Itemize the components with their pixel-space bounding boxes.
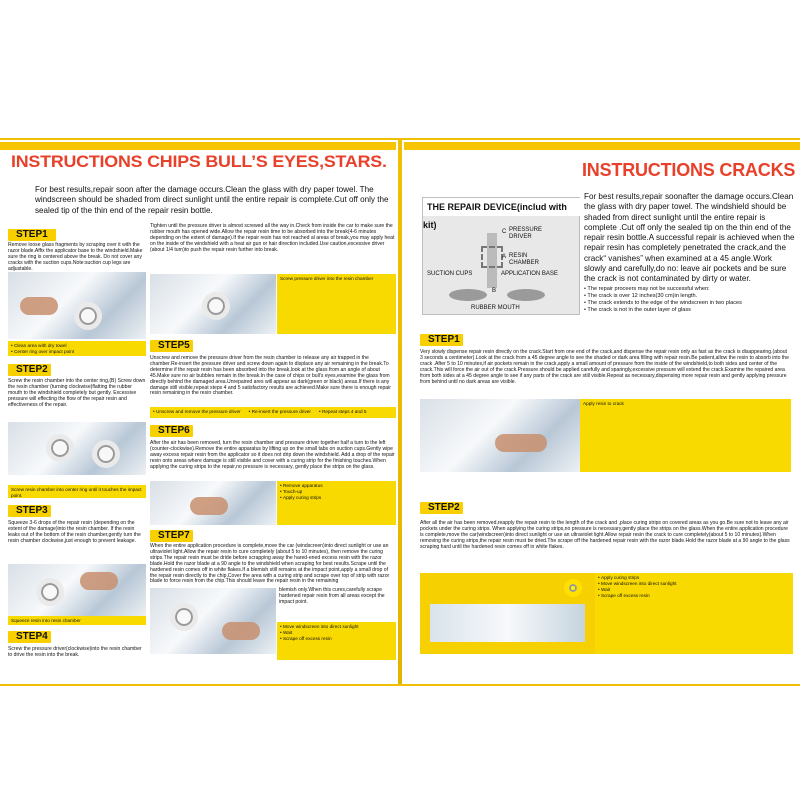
step7-label: STEP7: [150, 530, 193, 542]
step1-text: Remove loose glass fragments by scraping over it with the razor blade.Affix the applicator base to the windshield.Make sure the ring is centered above the break. Do not cover any cracks with the suction cups.Note:suction cup legs are adjustable.: [8, 242, 143, 272]
right-step2-photo: [420, 573, 595, 654]
step7-caption: • Move windscreen into direct sunlight • Wait • Scrape off excess resin: [277, 622, 396, 660]
step2-text: Screw the resin chamber into the center ring,(B) Screw down the resin chamber (turning clockwise)flatting the rubber mouth to the windshield completely but gently. Excessive pressure will effecting the flow of the repair resin and effectiveness of the repair.: [8, 378, 146, 408]
step6-text: After the air has been removed, turn the resin chamber and pressure driver together half a turn to the left (counter-clockwise).Remove the entire apparatus by lifting up on the small tabs on suction cups.Gently wipe away excess repair resin from the applicator so it does not drip down the windshield. Add a drop of the repair resin onto areas where damage is still visible and cover with a curing strip for the finishing touches.When applying the curing strips to the repair,no pressure is necessary, gently place the strips on the glass.: [150, 440, 395, 470]
step3-text: Squeeze 3-6 drops of the repair resin (depending on the extent of the damage)into the resin chamber. If the resin leaks out of the bottom of the resin chamber,gently turn the resin chamber clockwise,just enough to prevent leakage.: [8, 520, 141, 544]
right-title: INSTRUCTIONS CRACKS: [582, 160, 796, 180]
left-middle-column: [150, 223, 397, 641]
device-title: THE REPAIR DEVICE(includ with kit): [423, 198, 581, 216]
right-step2-label: STEP2: [420, 502, 463, 514]
right-step1-label: STEP1: [420, 334, 463, 346]
step5-caption: • Unscrew and remove the pressure driver • Re-insert the pressure driver • Repeat steps 4 and 5: [150, 407, 396, 418]
rubber-label: RUBBER MOUTH: [471, 305, 520, 311]
bullet-item-0: • The repair proceers may not be successful when:: [584, 286, 794, 293]
step6-photo: [150, 481, 276, 525]
driver-label: DRIVER: [509, 234, 532, 240]
center-fold: [398, 140, 402, 684]
step5-label: STEP5: [150, 340, 193, 352]
bullet-item-3: • The crack is not in the outer layer of glass: [584, 307, 794, 314]
bullet-item-1: • The crack is over 12 inches(30 cm)in length.: [584, 293, 794, 300]
repair-device-diagram: [422, 197, 580, 315]
left-lead: For best results,repair soon after the damage occurs.Clean the glass with dry paper towel. The windscreen should be shaded from direct sunlight until the entire repair is complete.Cut off only the sealed tip of the thin end of the repair resin bottle.: [35, 185, 389, 215]
resin-label: RESIN: [509, 253, 528, 259]
suction-cup-right: [507, 289, 545, 301]
step3-photo: [8, 564, 146, 617]
base-label: APPLICATION BASE: [501, 271, 558, 277]
step4-text: Screw the pressure driver(clockwise)into the resin chamber to drive the resin into the break.: [8, 646, 142, 658]
right-steps: [420, 334, 795, 654]
b-label: B: [492, 288, 497, 294]
step1-label: STEP1: [8, 229, 56, 241]
bullet-list: [584, 286, 794, 314]
step4-label: STEP4: [8, 631, 51, 643]
right-step2-caption: • Apply curing strips • Move windscreen into direct sunlight • Wait • Scrape off excess resin: [595, 573, 793, 654]
left-title: INSTRUCTIONS CHIPS BULL’S EYES,STARS.: [11, 152, 387, 171]
c-label: C: [502, 229, 507, 235]
step4-photo: [150, 274, 276, 334]
suction-cup-left: [449, 289, 487, 301]
resin-spring: [481, 246, 503, 268]
step1-photo: [8, 272, 146, 339]
step3-caption: Squeeze resin into resin chamber: [8, 616, 146, 625]
step7-photo: [150, 588, 276, 654]
left-top-bar: [0, 142, 396, 150]
step5-text: Unscrew and remove the pressure driver from the resin chamber to release any air trapped in the chamber.Re-insert the pressure driver and screw down again to displace any air remaining in the break.To determine if the repair resin has been absorbed into the break,look at the glass from an angle of about 45.Make sure no air bubbles remain in the break.In the case of chips or bull's eyes,examine the glass from directly behind the damaged area.Unrepaired ares will appear as dark(green or black) areas.If there is any damage still visible,repeat steps 4 and 5 satisfactory results are achieved.Make sure there is enough repair resin remaining in the resin chamber.: [150, 355, 391, 397]
pressure-label: PRESSURE: [509, 227, 543, 233]
step1-caption: • Clean area with dry towel • Center ring over impact point: [8, 341, 146, 356]
right-step2-text: After all the air has been removed,reapply the repair resin to the length of the crack and ,place curing strips on covered areas as you go.Be sure not to leave any air pockets under the curing strips. When applying the curing strips,no pressure is necessary,gently place the strips on the glass.When the entire application procedure is complete,move the car(windscreen)into direct sunlight or use an ultraviolet light.Allow repair resin the crack to cure completely(about 5 to 10 minutes).When removing the curing strips,the repair resin must be dried.The scrape off the hardened repair resin with the razor blade.Hold the razor blade at a 90 angle to the glass scraping hard until the hardened resin comes off in white flakes.: [420, 520, 790, 550]
chamber-label: CHAMBER: [509, 260, 540, 266]
right-step1-text: Very slowly dispense repair resin directly on the crack.Start from one end of the crack,and dispense the repair resin only as fast as the crack is disappearing.(about 3 seconds a centimeter).Look at the crack from a 45 degree angle to see the shaded or dark area filling with repair resin.Be patient,allow the resin to absorb into the crack .After 5 to 10 minutes,if air pockets remain in the crack,apply a small amount of pressure from the inside of the windshield,to both sides and center of the crack.This will force the air out of the crack.Pressure should be applied carefully and sparingly,excessive pressure will extend the crack.Examine the repaired area from both sides at a 45 degree angle to see if any parts of the crack are still visible.Repeat as necessary,dispensing more repair resin and gently applying pressure from behind until no dark areas are visible.: [420, 349, 789, 385]
suction-label: SUCTION CUPS: [427, 271, 473, 277]
step4-continued-text: Tighten until the pressure driver is almost screwed all the way in.Check from inside the car to make sure the rubber mouth has opened wide.Allow the repair resin time to be absorbed into the break(4-6 minutes depending on the extent of damage).If the repair resin has not reached al areas of break,you may apply heat on the inside of the windshield with a heat air gun or hair direction included.Use caution,excessive driver (about 1/4 turn)to push the repair resin further into break.: [150, 223, 395, 253]
right-step1-photo: [420, 399, 580, 472]
a-label: A: [502, 254, 507, 260]
step6-caption: • Remove apparatus • Touch-up • Apply curing strips: [277, 481, 396, 525]
step2-photo: [8, 422, 146, 475]
step7-text: When the entire application procedure is complete,move the car (windscreen)into direct sunlight or use an ultraviolet light.Allow the repair resin to cure completely (about 5 to 10 minutes), then remove the curing strips.The repair resin must be dride before scrapping away the hared-ened excess resin with the razor blade.Hold the razor blade at a 90 angle to the windshield when scraping for best results.Scrape until the hardened resin comes off in white flakes.If a blemish still remains at the impact point,apply a small drop of the repair resin directly to the chip.Cover the area with a curing strip and scrape over top of strip with razor blade to force resin from the chip.This should leave the repair resin in the remaining: [150, 543, 390, 585]
right-top-bar: [404, 142, 800, 150]
step4-caption: Screw pressure driver into the resin chamber: [277, 274, 396, 334]
step7-extra-text: blemish only.When this cures,carefully scrape hardened repair resin from all areas except the impact point.: [279, 587, 385, 605]
right-step1-caption: Apply resin to crack: [580, 399, 791, 472]
step6-label: STEP6: [150, 425, 193, 437]
bullet-item-2: • The crack extends to the edge of the windscreen in two places: [584, 300, 794, 307]
step2-caption: Screw resin chamber into center ring until it touches the impact point.: [8, 485, 146, 498]
step3-label: STEP3: [8, 505, 51, 517]
left-column: [8, 219, 148, 659]
step2-label: STEP2: [8, 364, 51, 376]
right-lead: For best results,repair soonafter the damage occurs.Clean the glass with dry paper towel. The windshield should be shaded from direct sunlight until the entire repair is complete .Cut off only the sealed tip on the thin end of the repair resin bottle.A successful repair is achieved when the repair resin has completely penetrated the crack,and the crack“ vanishes” when examined at a 45 angle.Work slowly and carefully,do no: leave air pockets and be sure the crack is not contaminated by dirty or water.: [584, 192, 795, 284]
